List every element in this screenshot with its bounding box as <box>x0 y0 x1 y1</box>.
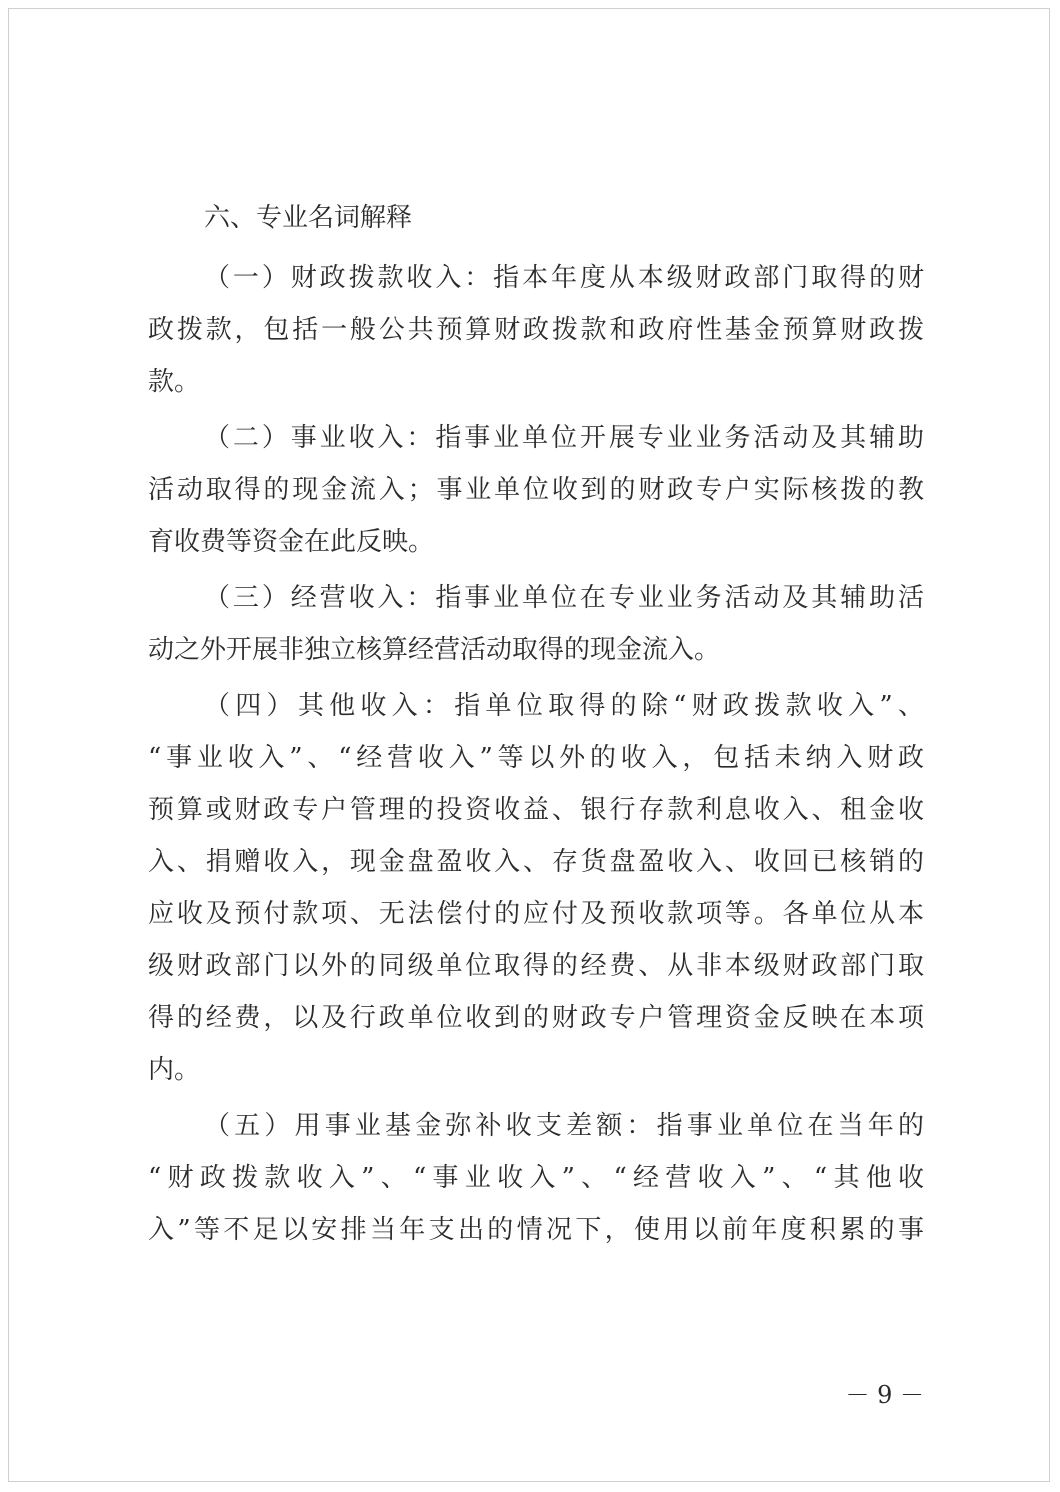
paragraph-line: 得的经费，以及行政单位收到的财政专户管理资金反映在本项 <box>148 1003 924 1033</box>
paragraph-line: 级财政部门以外的同级单位取得的经费、从非本级财政部门取 <box>148 951 924 981</box>
paragraph-line: （四）其他收入：指单位取得的除“财政拨款收入”、 <box>204 691 924 721</box>
section-heading: 六、专业名词解释 <box>204 203 413 233</box>
paragraph-line: 入、捐赠收入，现金盘盈收入、存货盘盈收入、收回已核销的 <box>148 847 924 877</box>
page-number: － 9 － <box>845 1381 924 1409</box>
paragraph-line: 动之外开展非独立核算经营活动取得的现金流入。 <box>148 635 721 665</box>
paragraph-line: 款。 <box>148 367 201 397</box>
paragraph-line: 政拨款，包括一般公共预算财政拨款和政府性基金预算财政拨 <box>148 315 924 345</box>
paragraph-line: 内。 <box>148 1055 201 1085</box>
paragraph-line: 活动取得的现金流入；事业单位收到的财政专户实际核拨的教 <box>148 475 924 505</box>
paragraph-line: （二）事业收入：指事业单位开展专业业务活动及其辅助 <box>204 423 924 453</box>
paragraph-line: “财政拨款收入”、“事业收入”、“经营收入”、“其他收 <box>148 1163 924 1193</box>
paragraph-line: （五）用事业基金弥补收支差额：指事业单位在当年的 <box>204 1111 924 1141</box>
paragraph-line: 育收费等资金在此反映。 <box>148 527 435 557</box>
paragraph-line: “事业收入”、“经营收入”等以外的收入，包括未纳入财政 <box>148 743 924 773</box>
paragraph-line: 应收及预付款项、无法偿付的应付及预收款项等。各单位从本 <box>148 899 924 929</box>
paragraph-line: 预算或财政专户管理的投资收益、银行存款利息收入、租金收 <box>148 795 924 825</box>
paragraph-line: （三）经营收入：指事业单位在专业业务活动及其辅助活 <box>204 583 924 613</box>
paragraph-line: （一）财政拨款收入：指本年度从本级财政部门取得的财 <box>204 263 924 293</box>
paragraph-line: 入”等不足以安排当年支出的情况下，使用以前年度积累的事 <box>148 1215 924 1245</box>
